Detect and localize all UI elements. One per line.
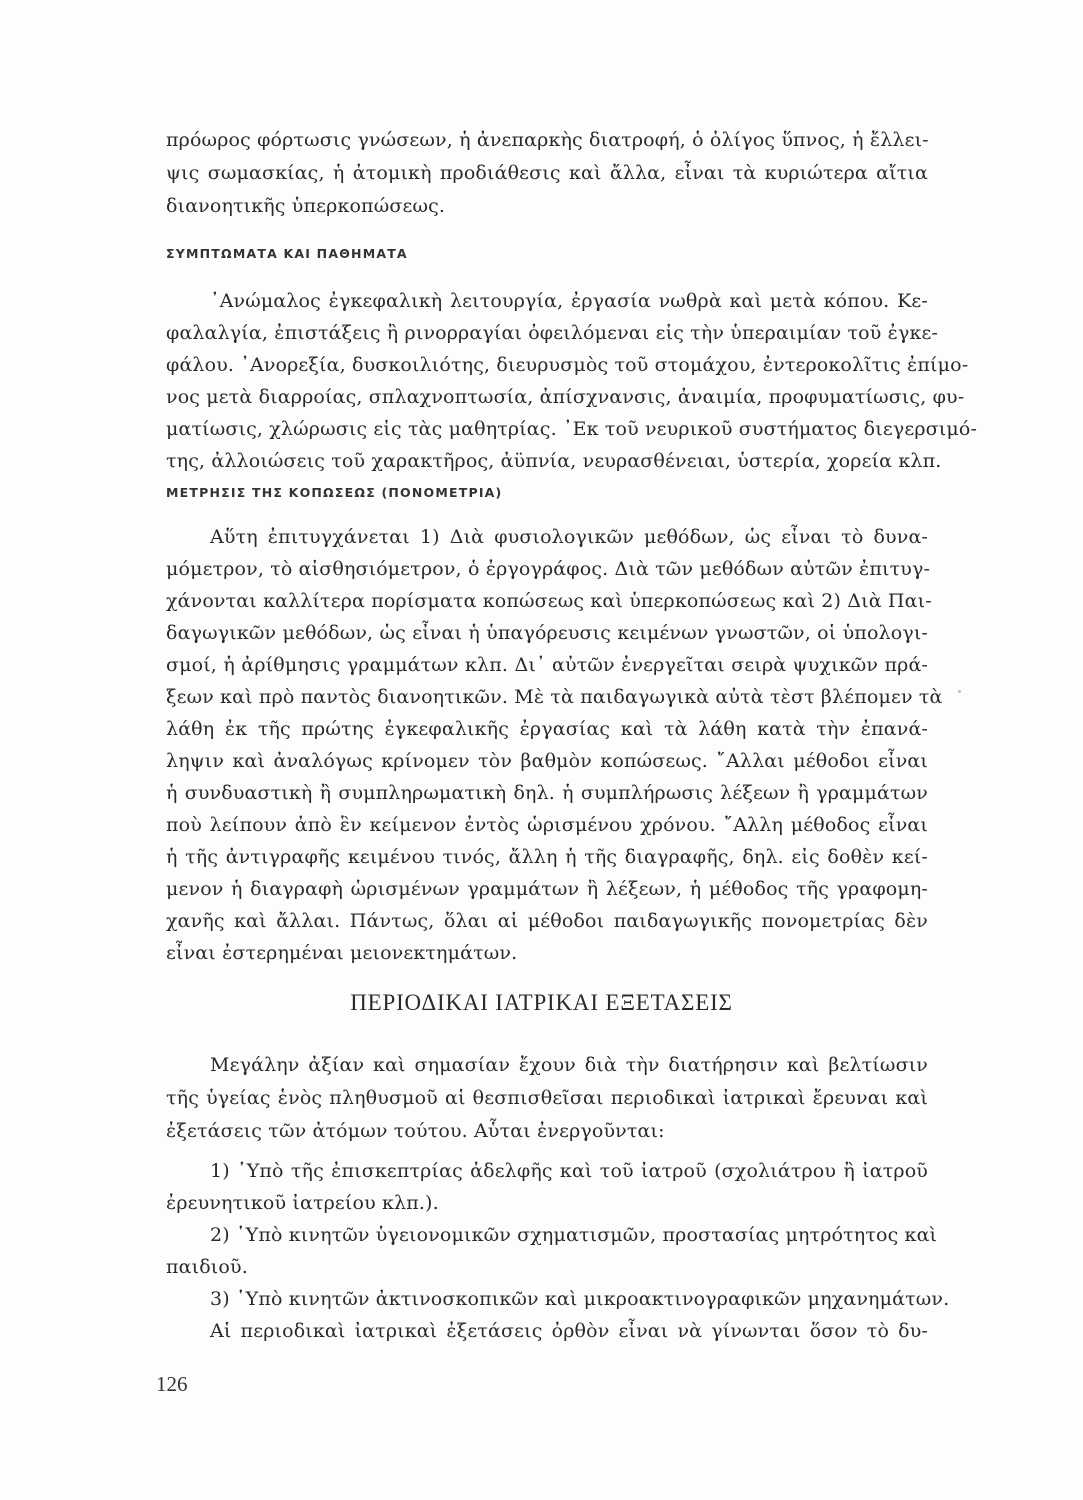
list-item-2-line-1: 2) ῾Υπὸ κινητῶν ὑγειονομικῶν σχηματισμῶν, προστασίας μητρότητος καὶ (210, 1224, 938, 1246)
measure-line-12: μενον ἡ διαγραφὴ ὡρισμένων γραμμάτων ἢ λέξεων, ἡ μέθοδος τῆς γραφομη- (166, 878, 928, 900)
list-item-2-line-2: παιδιοῦ. (166, 1256, 248, 1278)
measure-line-3: χάνονται καλλίτερα πορίσματα κοπώσεως καὶ ὑπερκοπώσεως καὶ 2) Διὰ Παι- (166, 590, 932, 612)
measure-line-9: ἡ συνδυαστικὴ ἢ συμπληρωματικὴ δηλ. ἡ συμπλήρωσις λέξεων ἢ γραμμάτων (166, 782, 928, 804)
measure-line-10: ποὺ λείπουν ἀπὸ ἓν κείμενον ἐντὸς ὡρισμένου χρόνου. ῎Αλλη μέθοδος εἶναι (166, 814, 928, 836)
intro-line-2: ψις σωμασκίας, ἡ ἀτομικὴ προδιάθεσις καὶ ἄλλα, εἶναι τὰ κυριώτερα αἴτια (166, 162, 928, 184)
exam-line-2: τῆς ὑγείας ἑνὸς πληθυσμοῦ αἱ θεσπισθεῖσαι περιοδικαὶ ἰατρικαὶ ἔρευναι καὶ (166, 1087, 928, 1109)
measure-line-1: Αὕτη ἐπιτυγχάνεται 1) Διὰ φυσιολογικῶν μεθόδων, ὡς εἶναι τὸ δυνα- (210, 526, 928, 548)
heading-measurement: ΜΕΤΡΗΣΙΣ ΤΗΣ ΚΟΠΩΣΕΩΣ (ΠΟΝΟΜΕΤΡΙΑ) (166, 485, 503, 500)
symptoms-line-5: ματίωσις, χλώρωσις εἰς τὰς μαθητρίας. ᾿Εκ τοῦ νευρικοῦ συστήματος διεγερσιμό- (166, 418, 978, 440)
measure-line-6: ξεων καὶ πρὸ παντὸς διανοητικῶν. Μὲ τὰ παιδαγωγικὰ αὐτὰ τὲστ βλέπομεν τὰ (166, 686, 943, 708)
list-item-1-line-2: ἐρευνητικοῦ ἰατρείου κλπ.). (166, 1192, 439, 1214)
list-item-1-line-1: 1) ῾Υπὸ τῆς ἐπισκεπτρίας ἀδελφῆς καὶ τοῦ ἰατροῦ (σχολιάτρου ἢ ἰατροῦ (210, 1160, 928, 1182)
exam-line-3: ἐξετάσεις τῶν ἀτόμων τούτου. Αὗται ἐνεργοῦνται: (166, 1120, 665, 1142)
intro-line-3: διανοητικῆς ὑπερκοπώσεως. (166, 195, 446, 217)
heading-symptoms: ΣΥΜΠΤΩΜΑΤΑ ΚΑΙ ΠΑΘΗΜΑΤΑ (166, 246, 408, 261)
list-item-3: 3) ῾Υπὸ κινητῶν ἀκτινοσκοπικῶν καὶ μικροακτινογραφικῶν μηχανημάτων. (210, 1288, 950, 1310)
measure-line-4: δαγωγικῶν μεθόδων, ὡς εἶναι ἡ ὑπαγόρευσις κειμένων γνωστῶν, οἱ ὑπολογι- (166, 622, 928, 644)
measure-line-11: ἡ τῆς ἀντιγραφῆς κειμένου τινός, ἄλλη ἡ τῆς διαγραφῆς, δηλ. εἰς δοθὲν κεί- (166, 846, 928, 868)
symptoms-line-1: ᾿Ανώμαλος ἐγκεφαλικὴ λειτουργία, ἐργασία νωθρὰ καὶ μετὰ κόπου. Κε- (210, 290, 928, 312)
symptoms-line-4: νος μετὰ διαρροίας, σπλαχνοπτωσία, ἀπίσχνανσις, ἀναιμία, προφυματίωσις, φυ- (166, 386, 965, 408)
measure-line-13: χανῆς καὶ ἄλλαι. Πάντως, ὅλαι αἱ μέθοδοι παιδαγωγικῆς πονομετρίας δὲν (166, 910, 928, 932)
measure-line-7: λάθη ἐκ τῆς πρώτης ἐγκεφαλικῆς ἐργασίας καὶ τὰ λάθη κατὰ τὴν ἐπανά- (166, 718, 928, 740)
section-title: ΠΕΡΙΟΔΙΚΑΙ ΙΑΤΡΙΚΑΙ ΕΞΕΤΑΣΕΙΣ (350, 990, 733, 1015)
closing-line: Αἱ περιοδικαὶ ἰατρικαὶ ἐξετάσεις ὀρθὸν εἶναι νὰ γίνωνται ὅσον τὸ δυ- (210, 1320, 928, 1342)
scan-speck (958, 690, 961, 693)
measure-line-2: μόμετρον, τὸ αἰσθησιόμετρον, ὁ ἐργογράφος. Διὰ τῶν μεθόδων αὐτῶν ἐπιτυγ- (166, 558, 931, 580)
page-number: 126 (156, 1372, 188, 1396)
measure-line-5: σμοί, ἡ ἀρίθμησις γραμμάτων κλπ. Δι᾿ αὐτῶν ἐνεργεῖται σειρὰ ψυχικῶν πρά- (166, 654, 928, 676)
symptoms-line-6: της, ἀλλοιώσεις τοῦ χαρακτῆρος, ἀϋπνία, νευρασθένειαι, ὑστερία, χορεία κλπ. (166, 450, 942, 472)
exam-line-1: Μεγάλην ἀξίαν καὶ σημασίαν ἔχουν διὰ τὴν διατήρησιν καὶ βελτίωσιν (210, 1054, 928, 1076)
intro-line-1: πρόωρος φόρτωσις γνώσεων, ἡ ἀνεπαρκὴς διατροφή, ὁ ὀλίγος ὕπνος, ἡ ἔλλει- (166, 129, 929, 151)
measure-line-8: ληψιν καὶ ἀναλόγως κρίνομεν τὸν βαθμὸν κοπώσεως. ῎Αλλαι μέθοδοι εἶναι (166, 750, 928, 772)
symptoms-line-3: φάλου. ᾿Ανορεξία, δυσκοιλιότης, διευρυσμὸς τοῦ στομάχου, ἐντεροκολῖτις ἐπίμο- (166, 354, 969, 376)
symptoms-line-2: φαλαλγία, ἐπιστάξεις ἢ ρινορραγίαι ὀφειλόμεναι εἰς τὴν ὑπεραιμίαν τοῦ ἐγκε- (166, 322, 939, 344)
measure-line-14: εἶναι ἐστερημέναι μειονεκτημάτων. (166, 942, 518, 964)
